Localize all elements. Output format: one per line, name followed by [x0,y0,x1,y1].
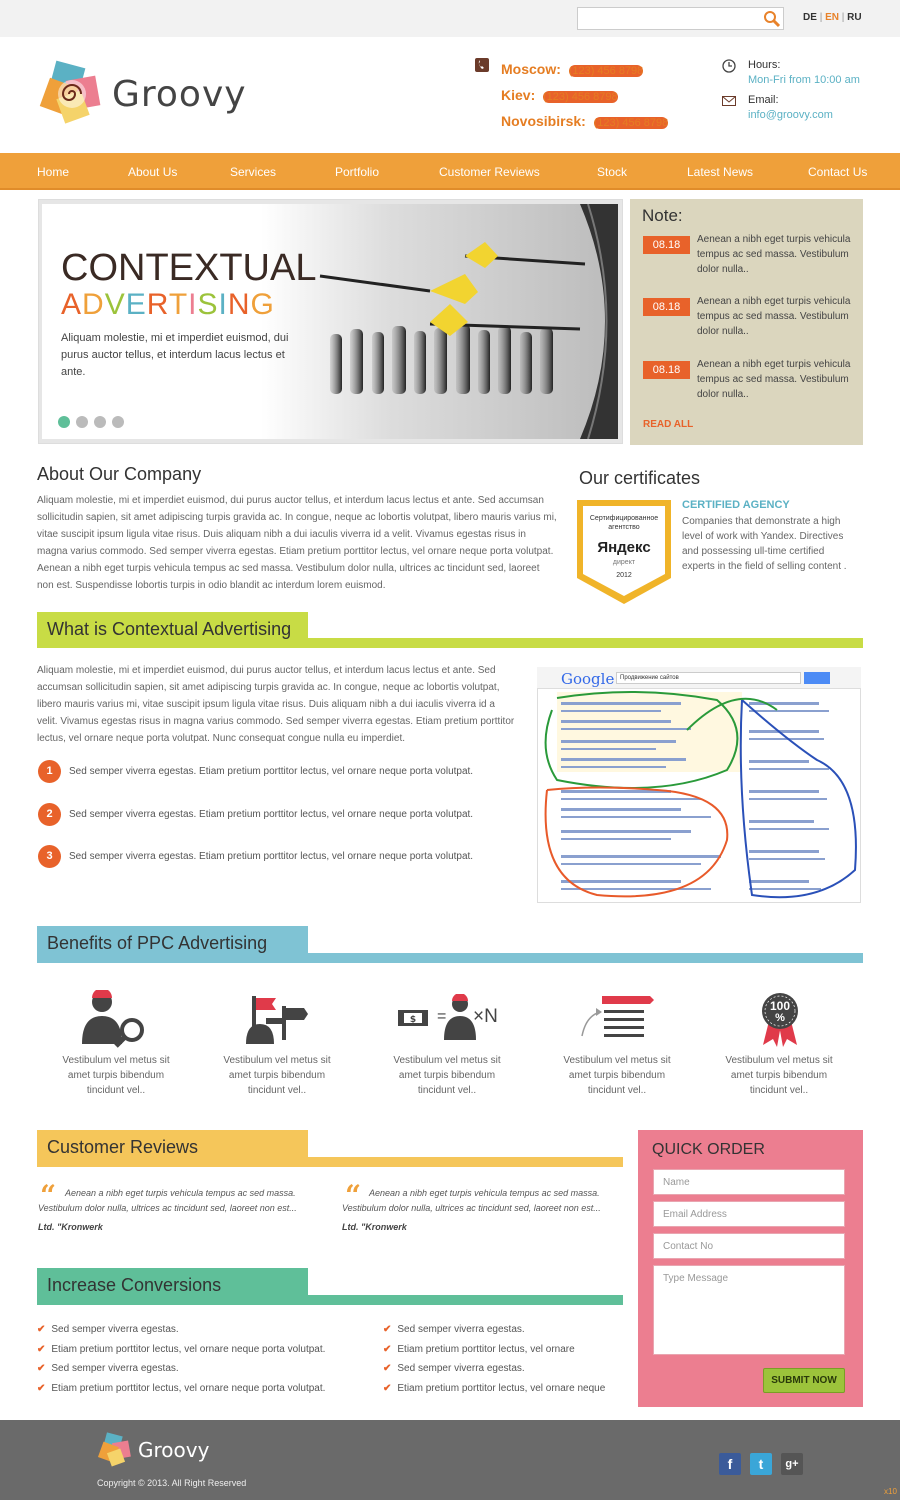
list-item: ✔ Sed semper viverra egestas. [383,1324,525,1335]
phone-moscow: Moscow: (123) 456 8798 [501,61,644,77]
footer-logo-mark-icon[interactable] [97,1432,135,1470]
review-author: Ltd. "Kronwerk [38,1222,103,1232]
check-icon: ✔ [37,1382,46,1394]
check-icon: ✔ [37,1324,46,1335]
step-text: Sed semper viverra egestas. Etiam pretium porttitor lectus, vel ornare neque porta volutpat. [69,766,474,777]
benefit-text: Vestibulum vel metus sit amet turpis bibendum tincidunt vel.. [393,1055,501,1096]
hero-subtitle-letter: V [104,288,126,321]
language-switcher: DE | EN | RU [803,12,862,23]
hero-subtitle-letter: A [61,288,83,321]
contact-number-field[interactable]: Contact No [653,1233,845,1259]
svg-text:$: $ [409,1015,417,1025]
quote-icon: “ [40,1179,57,1212]
email-block [748,93,833,123]
search-icon[interactable] [762,10,782,28]
note-item-text[interactable]: Aenean a nibh eget turpis vehicula tempus ac sed massa. Vestibulum dolor nulla.. [697,234,851,275]
submit-button[interactable]: SUBMIT NOW [763,1368,845,1393]
list-item: ✔ Sed semper viverra egestas. [37,1324,179,1335]
list-item: ✔ Sed semper viverra egestas. [37,1363,179,1374]
note-item-text[interactable]: Aenean a nibh eget turpis vehicula tempus ac sed massa. Vestibulum dolor nulla.. [697,296,851,337]
search-input[interactable] [577,7,784,30]
phone-list [501,57,668,135]
list-item: ✔ Etiam pretium porttitor lectus, vel ornare neque porta volutpat. [37,1382,326,1394]
nav-home[interactable]: Home [37,165,70,179]
benefits-banner-line [37,953,863,963]
nav-customer-reviews[interactable]: Customer Reviews [439,165,540,179]
nav-about-us[interactable]: About Us [128,165,178,179]
corner-label: x10 [884,1487,897,1496]
hero-darts-illustration [300,204,618,439]
about-text: Aliquam molestie, mi et imperdiet euismod, dui purus auctor tellus, et interdum lacus lectus et ante. Sed accumsan sollicitudin sapien, sit amet adipiscing turpis gravida ac. In congue, neque ac lobortis volutpat, libero mauris varius mi, vitae suscipit ipsum ligula vitae risus. Duis aliquam nibh a dui iaculis viverra id a velit. Vivamus egestas risus in magna varius commodo. Sed semper viverra egestas. Etiam pretium porttitor lectus, vel ornare neque porta volutpat. Aenean a nibh eget turpis vehicula tempus ac sed massa. Vestibulum dolor nulla, ultrices ac tincidunt sed, laoreet non est. Suspendisse lobortis turpis in odio blandit ac interdum lorem euismod. [37,495,557,591]
cert-text: Companies that demonstrate a high level of work with Yandex. Directives and possessing ull-time certified experts in the field of selling content . [682,516,847,572]
reviews-banner-line [37,1157,623,1167]
benefit-text: Vestibulum vel metus sit amet turpis bibendum tincidunt vel.. [223,1055,331,1096]
check-icon: ✔ [383,1343,392,1355]
phone-kiev: Kiev: (123) 456 8798 [501,87,618,103]
slider-dot-2[interactable] [76,416,88,428]
check-icon: ✔ [37,1363,46,1374]
name-field[interactable]: Name [653,1169,845,1195]
step-text: Sed semper viverra egestas. Etiam pretium porttitor lectus, vel ornare neque porta volutpat. [69,851,474,862]
list-item: ✔ Etiam pretium porttitor lectus, vel ornare neque porta volutpat. [37,1343,326,1355]
google-search-box: Продвижение сайтов [616,672,801,684]
note-date: 08.18 [643,361,690,379]
benefit-text: Vestibulum vel metus sit amet turpis bibendum tincidunt vel.. [563,1055,671,1096]
list-chart-icon [580,994,656,1044]
nav-contact-us[interactable]: Contact Us [808,165,868,179]
slider-dot-4[interactable] [112,416,124,428]
conversions-title: Increase Conversions [47,1275,222,1295]
flags-person-icon [246,994,310,1046]
nav-latest-news[interactable]: Latest News [687,165,754,179]
hero-subtitle-letter: E [125,288,147,321]
slider-dots [58,415,130,433]
benefits-title: Benefits of PPC Advertising [47,933,268,953]
list-item: ✔ Etiam pretium porttitor lectus, vel ornare neque [383,1382,606,1394]
note-date: 08.18 [643,298,690,316]
cert-badge-text: Сертифицированное агентство Яндекс директ 2012 [589,515,659,579]
benefit-text: Vestibulum vel metus sit amet turpis bibendum tincidunt vel.. [62,1055,170,1096]
footer-logo-text[interactable]: Groovy [138,1438,210,1462]
hero-subtitle-letter: N [227,288,251,321]
certificates-title: Our certificates [579,468,701,488]
clock-icon [722,59,736,73]
hero-subtitle-letter: S [197,288,219,321]
quote-icon: “ [345,1179,362,1212]
conversions-banner-line [37,1295,623,1305]
cert-agency-title: CERTIFIED AGENCY [682,499,790,511]
slider-dot-1[interactable] [58,416,70,428]
hero-title: CONTEXTUAL [61,247,317,289]
nav-stock[interactable]: Stock [597,165,628,179]
lang-ru[interactable]: RU [847,12,862,23]
mail-icon [722,96,736,106]
logo-text[interactable]: Groovy [112,74,247,115]
conversions-list-right [383,1320,605,1398]
google-search-button [804,672,830,684]
person-search-icon [80,990,152,1048]
review-author: Ltd. "Kronwerk [342,1222,407,1232]
hero-subtitle-letter: G [250,288,275,321]
check-icon: ✔ [383,1382,392,1394]
conversions-list-left [37,1320,325,1398]
lang-de[interactable]: DE [803,12,817,23]
phone-novosibirsk: Novosibirsk: (123) 456 8798 [501,113,669,129]
step-text: Sed semper viverra egestas. Etiam pretium porttitor lectus, vel ornare neque porta volutpat. [69,809,474,820]
hours-value: Mon-Fri from 10:00 am [748,74,860,86]
google-results-annotations [537,690,861,902]
benefit-text: Vestibulum vel metus sit amet turpis bibendum tincidunt vel.. [725,1055,833,1096]
review-text: Aenean a nibh eget turpis vehicula tempus ac sed massa. Vestibulum dolor nulla, ultrices ac tincidunt sed, laoreet non est... [342,1188,601,1213]
check-icon: ✔ [383,1363,392,1374]
logo-mark-icon[interactable] [38,60,108,130]
multiplier-label: ×N [473,1006,498,1027]
hero-subtitle-letter: R [146,288,169,321]
contextual-text: Aliquam molestie, mi et imperdiet euismod, dui purus auctor tellus, et interdum lacus lectus et ante. Sed accumsan sollicitudin sapien, sit amet adipiscing turpis gravida ac. In congue, neque ac lobortis volutpat, libero mauris varius mi, vitae suscipit ipsum ligula vitae risus. Duis aliquam nibh a dui iaculis viverra id a velit. Vivamus egestas risus in magna varius commodo. Sed semper viverra egestas. Etiam pretium porttitor lectus, vel ornare neque porta volutpat. Nunc consequat congue nulla eu imperdiet. [37,665,515,744]
check-icon: ✔ [383,1324,392,1335]
hero-subtitle-letter: D [82,288,105,321]
quick-order-title: QUICK ORDER [652,1141,765,1158]
contextual-title: What is Contextual Advertising [47,619,292,639]
note-date: 08.18 [643,236,690,254]
hours-label: Hours: [748,59,781,71]
email-field[interactable]: Email Address [653,1201,845,1227]
step-number: 2 [38,803,61,826]
hero-text: Aliquam molestie, mi et imperdiet euismod, dui purus auctor tellus, et interdum lacus lectus et ante. [61,332,289,378]
hours-block [748,58,860,88]
hero-subtitle [61,288,275,322]
main-nav [0,153,900,190]
list-item: ✔ Sed semper viverra egestas. [383,1363,525,1374]
nav-services[interactable]: Services [230,165,277,179]
email-label: Email: [748,94,779,106]
about-title: About Our Company [37,464,202,484]
review-text: Aenean a nibh eget turpis vehicula tempus ac sed massa. Vestibulum dolor nulla, ultrices ac tincidunt sed, laoreet non est... [38,1188,297,1213]
list-item: ✔ Etiam pretium porttitor lectus, vel ornare [383,1343,575,1355]
note-title: Note: [642,206,683,225]
read-all-link[interactable]: READ ALL [643,419,694,430]
step-number: 3 [38,845,61,868]
googleplus-icon[interactable]: g+ [781,1453,803,1475]
lang-en[interactable]: EN [825,12,839,23]
message-textarea[interactable]: Type Message [653,1265,845,1355]
reviews-title: Customer Reviews [47,1137,199,1157]
twitter-icon[interactable]: t [750,1453,772,1475]
hero-subtitle-letter: I [188,288,198,321]
google-logo: Google [561,670,615,688]
facebook-icon[interactable]: f [719,1453,741,1475]
nav-portfolio[interactable]: Portfolio [335,165,380,179]
note-item-text[interactable]: Aenean a nibh eget turpis vehicula tempus ac sed massa. Vestibulum dolor nulla.. [697,359,851,400]
check-icon: ✔ [37,1343,46,1355]
copyright: Copyright © 2013. All Right Reserved [97,1478,247,1488]
hero-subtitle-letter: T [168,288,189,321]
hero-subtitle-letter: I [218,288,228,321]
equals-sign: = [437,1008,447,1025]
phone-icon [475,58,489,72]
slider-dot-3[interactable] [94,416,106,428]
email-link[interactable]: info@groovy.com [748,109,833,121]
percent-badge-label: 100 % [769,999,791,1024]
step-number: 1 [38,760,61,783]
